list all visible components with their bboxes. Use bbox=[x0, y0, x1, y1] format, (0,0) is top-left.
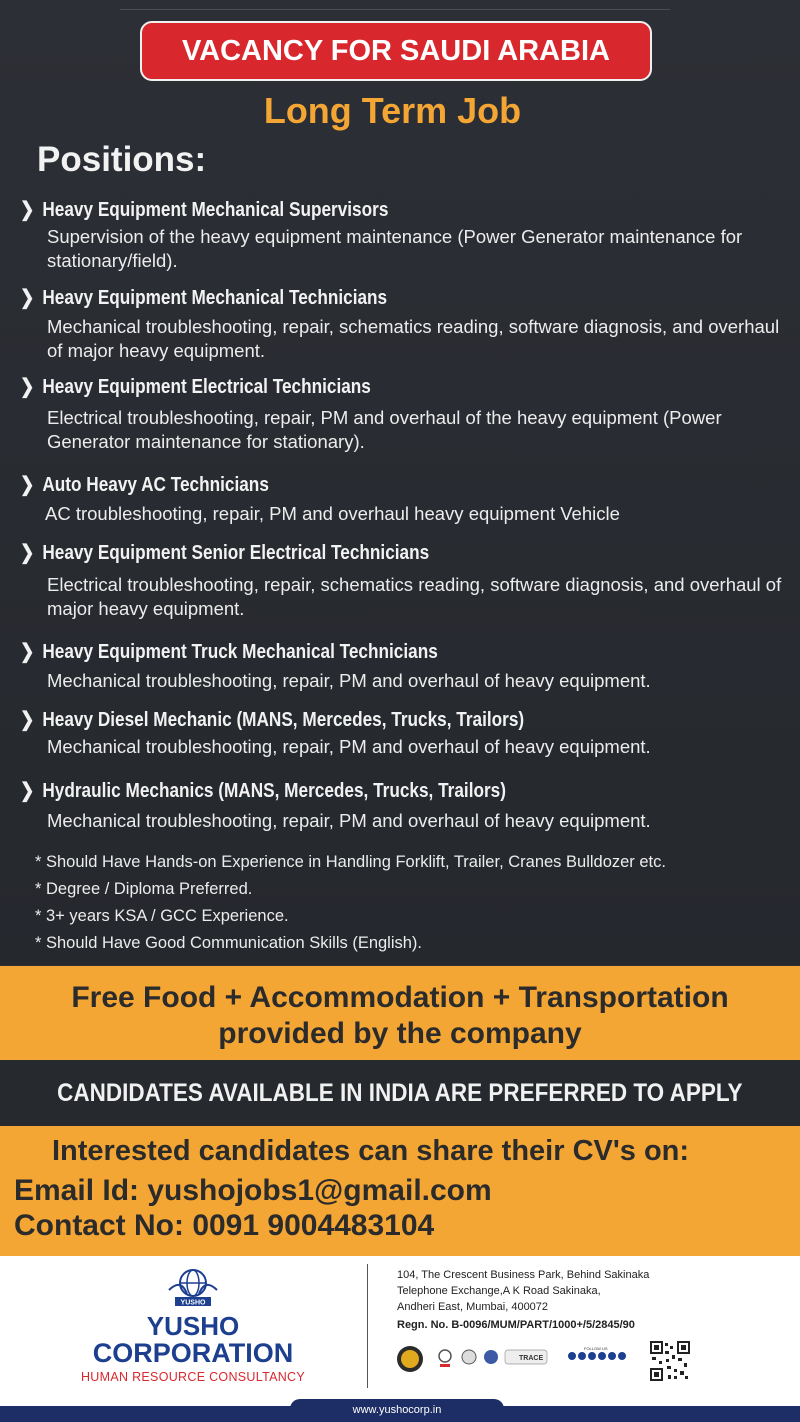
requirements-list bbox=[35, 849, 666, 957]
globe-logo-icon bbox=[161, 1268, 225, 1308]
logo-mark-text: YUSHO bbox=[180, 1299, 206, 1307]
certification-badges bbox=[397, 1342, 557, 1376]
position-description: Mechanical troubleshooting, repair, PM and overhaul of heavy equipment. bbox=[47, 670, 651, 691]
company-footer bbox=[0, 1256, 800, 1422]
whatsapp-icon[interactable] bbox=[618, 1352, 626, 1360]
company-address bbox=[397, 1267, 649, 1315]
position-description: Electrical troubleshooting, repair, PM and overhaul of the heavy equipment (Power Generator maintenance for stationary). bbox=[47, 407, 722, 452]
address-line: Telephone Exchange,A K Road Sakinaka, bbox=[397, 1285, 601, 1297]
twitter-icon[interactable] bbox=[588, 1352, 596, 1360]
position-title: ❯ Heavy Equipment Truck Mechanical Technicians bbox=[20, 641, 438, 663]
chevron-right-icon: ❯ bbox=[20, 199, 35, 221]
position-description: Mechanical troubleshooting, repair, PM and overhaul of heavy equipment. bbox=[47, 736, 651, 757]
svg-text:TRACE: TRACE bbox=[519, 1355, 544, 1362]
benefits-line: provided by the company bbox=[218, 1017, 582, 1050]
certified-badge-icon bbox=[484, 1350, 498, 1364]
position-description: Supervision of the heavy equipment maintenance (Power Generator maintenance for stationary/field). bbox=[47, 226, 743, 271]
email-contact[interactable]: Email Id: yushojobs1@gmail.com bbox=[14, 1174, 492, 1207]
requirement-item: * Degree / Diploma Preferred. bbox=[35, 880, 253, 898]
follow-us-label: FOLLOW US bbox=[584, 1346, 608, 1351]
requirement-item: * Should Have Good Communication Skills (English). bbox=[35, 934, 423, 952]
requirement-item: * Should Have Hands-on Experience in Handling Forklift, Trailer, Cranes Bulldozer etc. bbox=[35, 853, 666, 871]
positions-heading: Positions: bbox=[37, 140, 207, 179]
position-description: Mechanical troubleshooting, repair, PM and overhaul of heavy equipment. bbox=[47, 810, 651, 831]
chevron-right-icon: ❯ bbox=[20, 542, 35, 564]
chevron-right-icon: ❯ bbox=[20, 780, 35, 802]
position-title: ❯ Auto Heavy AC Technicians bbox=[20, 474, 269, 496]
facebook-icon[interactable] bbox=[568, 1352, 576, 1360]
preference-banner bbox=[0, 1060, 800, 1126]
requirement-item: * 3+ years KSA / GCC Experience. bbox=[35, 907, 289, 925]
position-title: ❯ Heavy Equipment Senior Electrical Technicians bbox=[20, 542, 430, 564]
position-description: Electrical troubleshooting, repair, schematics reading, software diagnosis, and overhaul of major heavy equipment. bbox=[47, 574, 782, 619]
chevron-right-icon: ❯ bbox=[20, 474, 35, 496]
position-title: ❯ Heavy Equipment Mechanical Supervisors bbox=[20, 199, 389, 221]
chevron-right-icon: ❯ bbox=[20, 709, 35, 731]
top-divider bbox=[120, 9, 670, 10]
company-tagline: HUMAN RESOURCE CONSULTANCY bbox=[80, 1370, 306, 1384]
address-line: Andheri East, Mumbai, 400072 bbox=[397, 1301, 549, 1313]
company-name: YUSHO bbox=[146, 1311, 240, 1341]
vacancy-banner: VACANCY FOR SAUDI ARABIA bbox=[140, 21, 652, 81]
website-link[interactable]: www.yushocorp.in bbox=[290, 1399, 504, 1422]
qr-code-icon[interactable] bbox=[650, 1341, 690, 1381]
benefits-line: Free Food + Accommodation + Transportation bbox=[71, 981, 729, 1014]
iso-badge-icon bbox=[462, 1350, 476, 1364]
position-description: Mechanical troubleshooting, repair, schematics reading, software diagnosis, and overhaul of major heavy equipment. bbox=[47, 316, 780, 361]
position-description: AC troubleshooting, repair, PM and overhaul heavy equipment Vehicle bbox=[45, 503, 620, 524]
benefits-banner bbox=[0, 966, 800, 1060]
job-type-subtitle: Long Term Job bbox=[263, 90, 522, 131]
position-title: ❯ Heavy Equipment Electrical Technicians bbox=[20, 376, 371, 398]
position-title: ❯ Heavy Equipment Mechanical Technicians bbox=[20, 287, 388, 309]
phone-contact[interactable]: Contact No: 0091 9004483104 bbox=[14, 1209, 435, 1242]
address-line: 104, The Crescent Business Park, Behind Sakinaka bbox=[397, 1269, 650, 1281]
seal-badge-icon bbox=[439, 1350, 451, 1362]
linkedin-icon[interactable] bbox=[598, 1352, 606, 1360]
footer-divider bbox=[367, 1264, 368, 1388]
chevron-right-icon: ❯ bbox=[20, 641, 35, 663]
preference-text: CANDIDATES AVAILABLE IN INDIA ARE PREFERRED TO APPLY bbox=[57, 1079, 743, 1107]
chevron-right-icon: ❯ bbox=[20, 376, 35, 398]
company-name: CORPORATION bbox=[92, 1338, 294, 1368]
position-title: ❯ Hydraulic Mechanics (MANS, Mercedes, Trucks, Trailors) bbox=[20, 780, 506, 802]
apply-heading: Interested candidates can share their CV's on: bbox=[52, 1135, 690, 1167]
youtube-icon[interactable] bbox=[608, 1352, 616, 1360]
apply-section bbox=[0, 1126, 800, 1256]
position-title: ❯ Heavy Diesel Mechanic (MANS, Mercedes, Trucks, Trailors) bbox=[20, 709, 525, 731]
instagram-icon[interactable] bbox=[578, 1352, 586, 1360]
registration-number: Regn. No. B-0096/MUM/PART/1000+/5/2845/90 bbox=[397, 1319, 635, 1331]
chevron-right-icon: ❯ bbox=[20, 287, 35, 309]
